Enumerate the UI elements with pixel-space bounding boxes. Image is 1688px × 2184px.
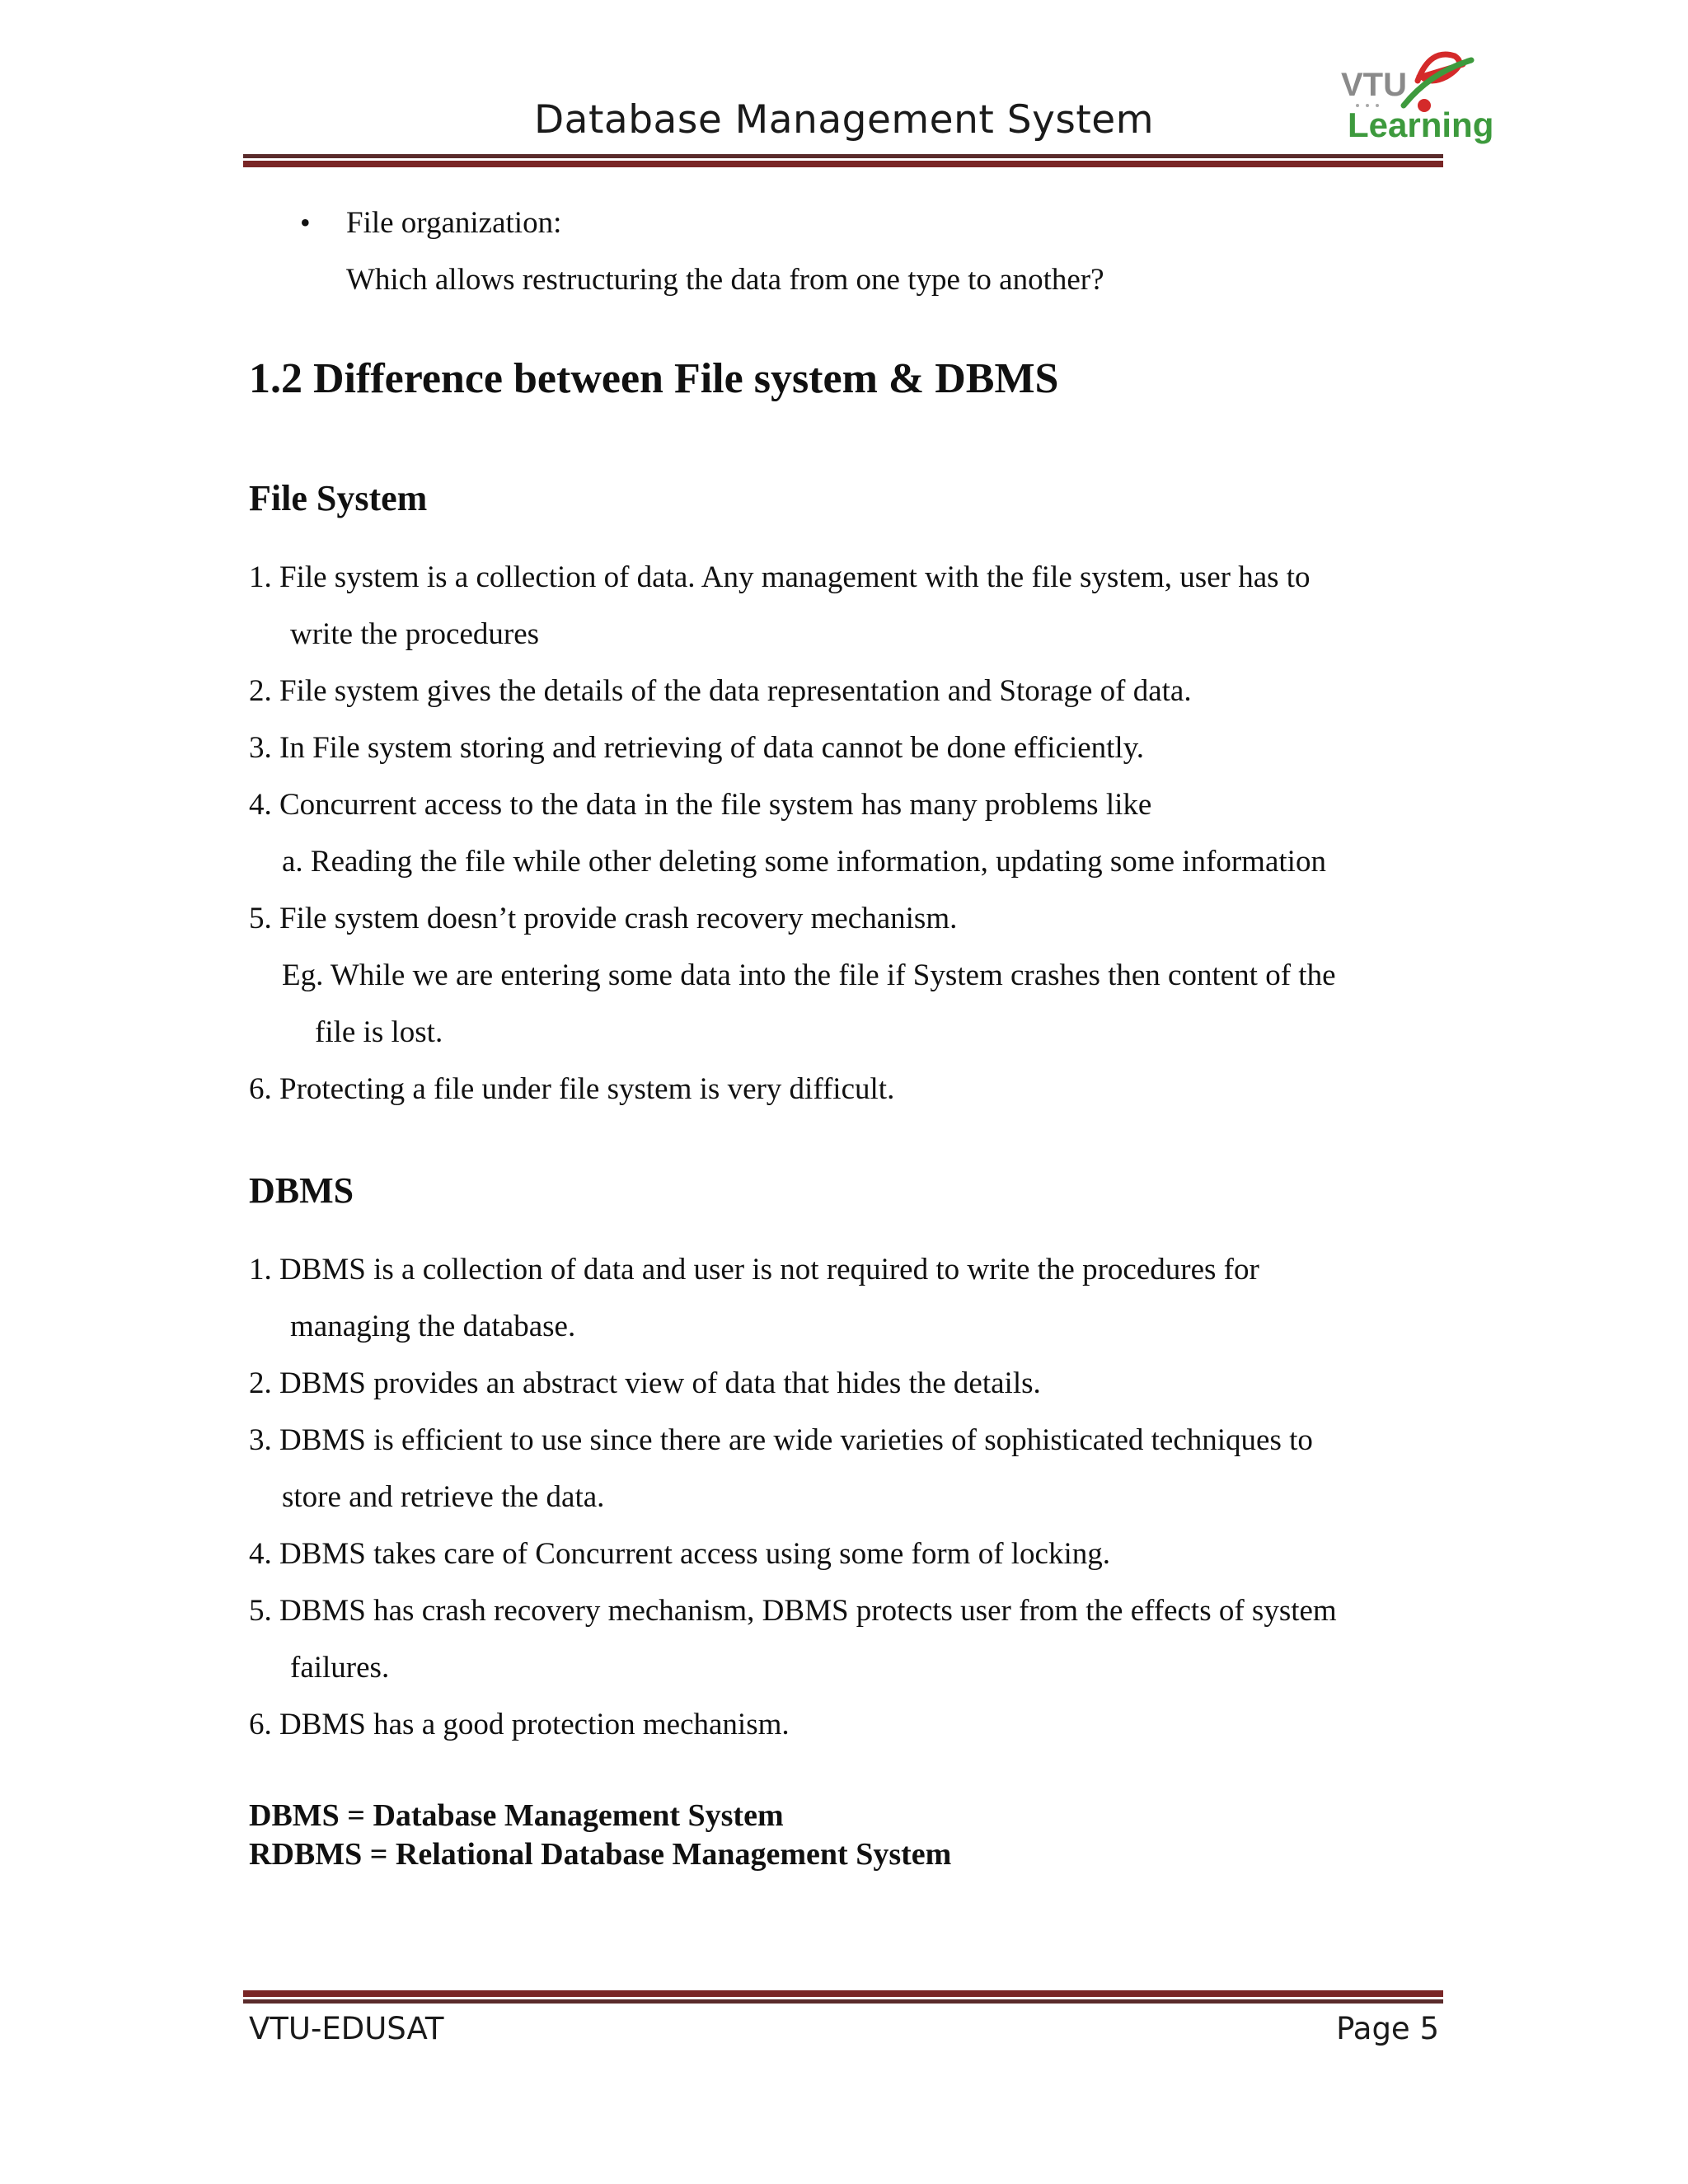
page-number: Page 5 [1336,2011,1439,2046]
dbms-line-3: 2. DBMS provides an abstract view of data that hides the details. [249,1366,1041,1400]
fs-line-5: 4. Concurrent access to the data in the file system has many problems like [249,788,1152,822]
section-heading: 1.2 Difference between File system & DBMS [249,355,1059,402]
fs-line-3: 2. File system gives the details of the data representation and Storage of data. [249,674,1192,708]
intro-bullet-label: File organization: [346,206,562,240]
dbms-line-6: 4. DBMS takes care of Concurrent access using some form of locking. [249,1537,1110,1571]
vtu-elearning-logo [1339,40,1508,147]
dbms-line-9: 6. DBMS has a good protection mechanism. [249,1708,790,1741]
fs-line-9: file is lost. [315,1015,443,1049]
dbms-line-1: 1. DBMS is a collection of data and user is not required to write the procedures for [249,1253,1259,1286]
definition-dbms: DBMS = Database Management System [249,1798,784,1833]
dbms-line-7: 5. DBMS has crash recovery mechanism, DBMS protects user from the effects of system [249,1594,1337,1628]
page-header-title: Database Management System [533,97,1154,143]
logo-text-bottom: Learning [1348,105,1494,144]
intro-bullet-text: Which allows restructuring the data from one type to another? [346,263,1104,297]
header-rule [243,154,1443,167]
dbms-line-8: failures. [290,1651,390,1685]
fs-line-4: 3. In File system storing and retrieving of data cannot be done efficiently. [249,731,1145,765]
fs-line-1: 1. File system is a collection of data. Any management with the file system, user has to [249,560,1311,594]
logo-text-top: VTU [1341,67,1407,103]
dbms-line-5: store and retrieve the data. [282,1480,605,1514]
footer-left-text: VTU-EDUSAT [249,2011,444,2046]
fs-line-2: write the procedures [290,617,540,651]
dbms-heading: DBMS [249,1170,354,1211]
fs-line-10: 6. Protecting a file under file system is very difficult. [249,1072,895,1106]
fs-line-6: a. Reading the file while other deleting some information, updating some information [282,845,1326,879]
bullet-icon: • [300,206,311,239]
fs-line-7: 5. File system doesn’t provide crash recovery mechanism. [249,902,958,935]
dbms-line-4: 3. DBMS is efficient to use since there are wide varieties of sophisticated techniques to [249,1423,1313,1457]
definition-rdbms: RDBMS = Relational Database Management System [249,1837,952,1872]
footer-rule [243,1990,1443,2004]
dbms-line-2: managing the database. [290,1310,576,1343]
fs-line-8: Eg. While we are entering some data into the file if System crashes then content of the [282,958,1336,992]
file-system-heading: File System [249,478,428,518]
